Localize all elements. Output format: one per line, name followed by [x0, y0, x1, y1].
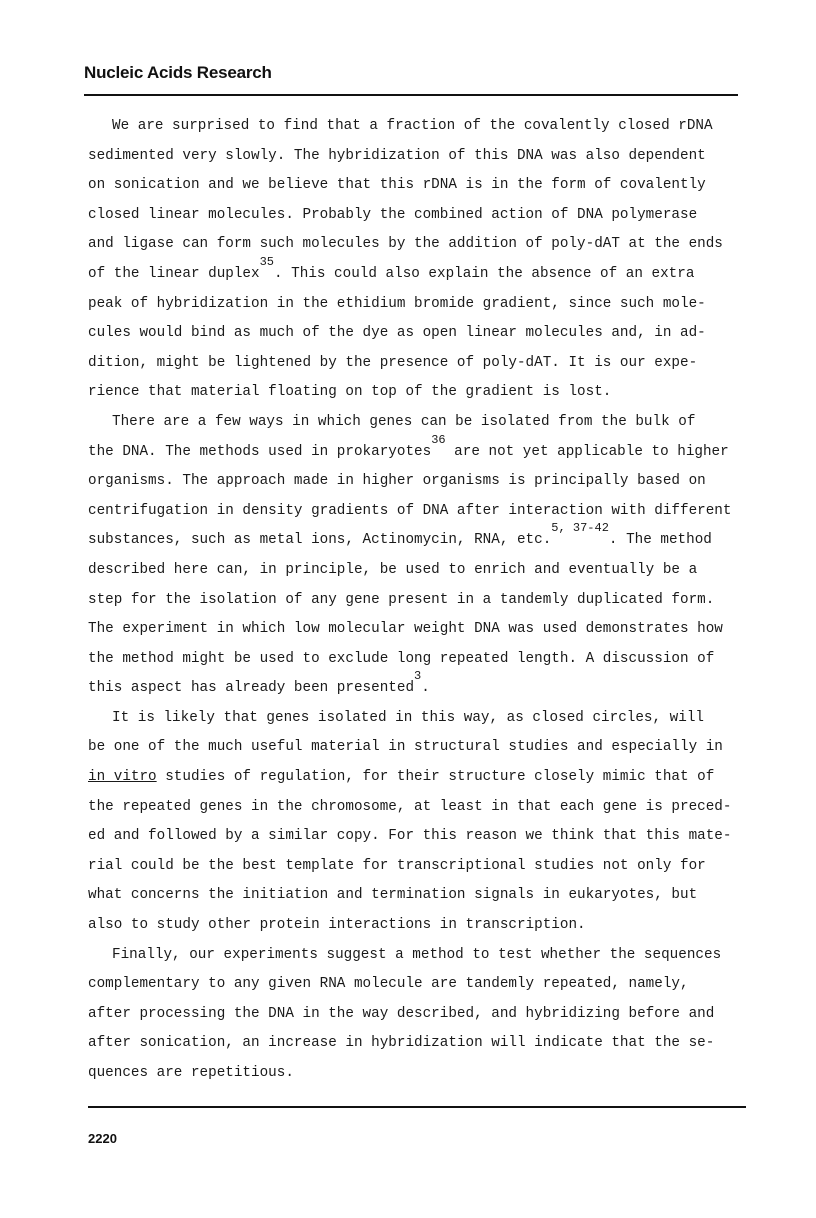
- text-line: There are a few ways in which genes can be isolated from the bulk of: [112, 413, 696, 430]
- text-line: [88, 763, 718, 793]
- text-line: the method might be used to exclude long repeated length. A discussion of: [88, 650, 715, 667]
- article-body: [88, 112, 732, 1089]
- footer-rule: [88, 1106, 746, 1108]
- text-line: It is likely that genes isolated in this way, as closed circles, will: [112, 709, 704, 726]
- text-line: rience that material floating on top of the gradient is lost.: [88, 384, 612, 401]
- text-segment: substances, such as metal ions, Actinomycin, RNA, etc.: [88, 532, 552, 549]
- header-rule: [84, 94, 738, 96]
- text-segment: this aspect has already been presented: [88, 680, 415, 697]
- text-line: The experiment in which low molecular weight DNA was used demonstrates how: [88, 621, 723, 638]
- underlined-term: in vitro: [88, 769, 157, 786]
- text-line: on sonication and we believe that this rDNA is in the form of covalently: [88, 177, 706, 194]
- text-line: complementary to any given RNA molecule are tandemly repeated, namely,: [88, 976, 689, 993]
- text-line: after sonication, an increase in hybridization will indicate that the se-: [88, 1035, 715, 1052]
- journal-title: Nucleic Acids Research: [84, 63, 272, 82]
- text-segment: of the linear duplex: [88, 265, 260, 282]
- text-line: closed linear molecules. Probably the combined action of DNA polymerase: [88, 206, 698, 223]
- text-line: [88, 669, 718, 704]
- text-line: also to study other protein interactions in transcription.: [88, 917, 586, 934]
- text-segment: . The method: [608, 532, 712, 549]
- text-line: centrifugation in density gradients of DNA after interaction with different: [88, 502, 732, 519]
- citation-superscript: 5, 37-42: [551, 521, 609, 536]
- text-segment: .: [421, 680, 430, 697]
- text-line: be one of the much useful material in structural studies and especially in: [88, 739, 723, 756]
- text-line: rial could be the best template for transcriptional studies not only for: [88, 857, 706, 874]
- text-line: [88, 521, 718, 556]
- text-line: [88, 432, 729, 468]
- text-line: ed and followed by a similar copy. For this reason we think that this mate-: [88, 828, 732, 845]
- text-line: We are surprised to find that a fraction of the covalently closed rDNA: [112, 118, 713, 134]
- text-line: dition, might be lightened by the presence of poly-dAT. It is our expe-: [88, 354, 698, 371]
- text-segment: . This could also explain the absence of an extra: [274, 265, 695, 282]
- text-line: quences are repetitious.: [88, 1065, 294, 1081]
- text-line: and ligase can form such molecules by the addition of poly-dAT at the ends: [88, 236, 723, 253]
- text-line: Finally, our experiments suggest a method to test whether the sequences: [112, 946, 722, 963]
- text-line: [88, 254, 718, 290]
- page-number: 2220: [88, 1131, 117, 1146]
- citation-superscript: 3: [414, 669, 422, 684]
- citation-superscript: 36: [431, 432, 446, 447]
- text-line: the repeated genes in the chromosome, at least in that each gene is preced-: [88, 798, 732, 815]
- text-line: step for the isolation of any gene present in a tandemly duplicated form.: [88, 591, 715, 608]
- text-line: described here can, in principle, be used to enrich and eventually be a: [88, 561, 698, 578]
- text-segment: are not yet applicable to higher: [445, 443, 729, 460]
- text-line: cules would bind as much of the dye as open linear molecules and, in ad-: [88, 325, 706, 342]
- text-segment: studies of regulation, for their structure closely mimic that of: [156, 769, 715, 786]
- text-segment: the DNA. The methods used in prokaryotes: [88, 443, 432, 460]
- text-line: what concerns the initiation and termination signals in eukaryotes, but: [88, 887, 698, 904]
- text-line: sedimented very slowly. The hybridization of this DNA was also dependent: [88, 147, 706, 164]
- text-line: organisms. The approach made in higher organisms is principally based on: [88, 473, 706, 490]
- text-line: after processing the DNA in the way described, and hybridizing before and: [88, 1005, 715, 1022]
- citation-superscript: 35: [259, 254, 274, 269]
- text-line: peak of hybridization in the ethidium bromide gradient, since such mole-: [88, 295, 706, 312]
